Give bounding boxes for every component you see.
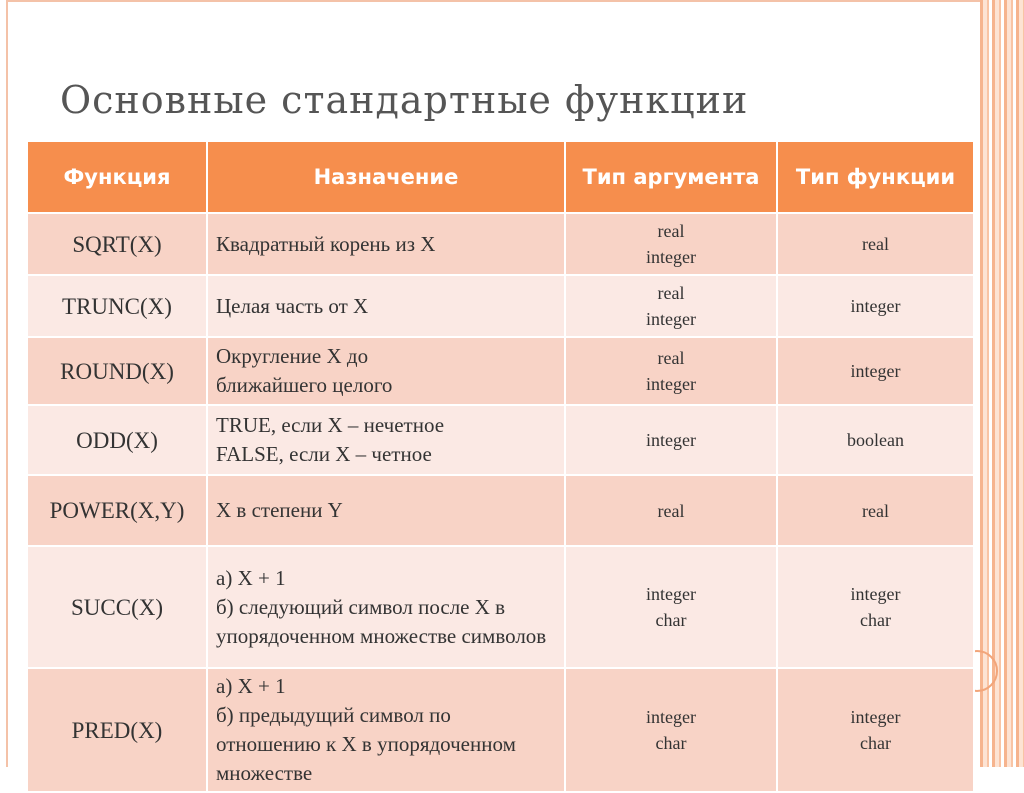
cell-purpose: X в степени Y [207,475,565,546]
slide-frame-top [6,0,981,2]
cell-arg-type: integer char [565,668,777,792]
cell-arg-type: real integer [565,213,777,275]
cell-arg-type: real [565,475,777,546]
cell-func-type: integer [777,337,974,405]
table-row [27,546,974,668]
cell-func-type: real [777,475,974,546]
slide-frame-left [6,0,8,767]
cell-func-type: integer char [777,668,974,792]
table-row [27,405,974,475]
cell-purpose: Квадратный корень из X [207,213,565,275]
table-row [27,337,974,405]
cell-function: ROUND(X) [27,337,207,405]
cell-function: SUCC(X) [27,546,207,668]
cell-func-type: integer char [777,546,974,668]
cell-func-type: boolean [777,405,974,475]
cell-arg-type: real integer [565,275,777,337]
cell-func-type: real [777,213,974,275]
cell-purpose: TRUE, если X – нечетное FALSE, если X – четное [207,405,565,475]
cell-arg-type: integer [565,405,777,475]
cell-function: POWER(X,Y) [27,475,207,546]
cell-function: ODD(X) [27,405,207,475]
cell-function: PRED(X) [27,668,207,792]
slide-title: Основные стандартные функции [60,78,749,122]
header-func-type: Тип функции [777,141,974,213]
cell-purpose: а) X + 1 б) следующий символ после X в упорядоченном множестве символов [207,546,565,668]
table-row [27,475,974,546]
cell-function: TRUNC(X) [27,275,207,337]
table-header-row [27,141,974,213]
table-row [27,275,974,337]
cell-purpose: а) X + 1 б) предыдущий символ по отношению к X в упорядоченном множестве [207,668,565,792]
cell-func-type: integer [777,275,974,337]
cell-arg-type: real integer [565,337,777,405]
table-row [27,213,974,275]
header-arg-type: Тип аргумента [565,141,777,213]
functions-table [26,140,975,793]
header-function: Функция [27,141,207,213]
cell-purpose: Округление X до ближайшего целого [207,337,565,405]
cell-arg-type: integer char [565,546,777,668]
cell-function: SQRT(X) [27,213,207,275]
cell-purpose: Целая часть от X [207,275,565,337]
table-row [27,668,974,792]
header-purpose: Назначение [207,141,565,213]
